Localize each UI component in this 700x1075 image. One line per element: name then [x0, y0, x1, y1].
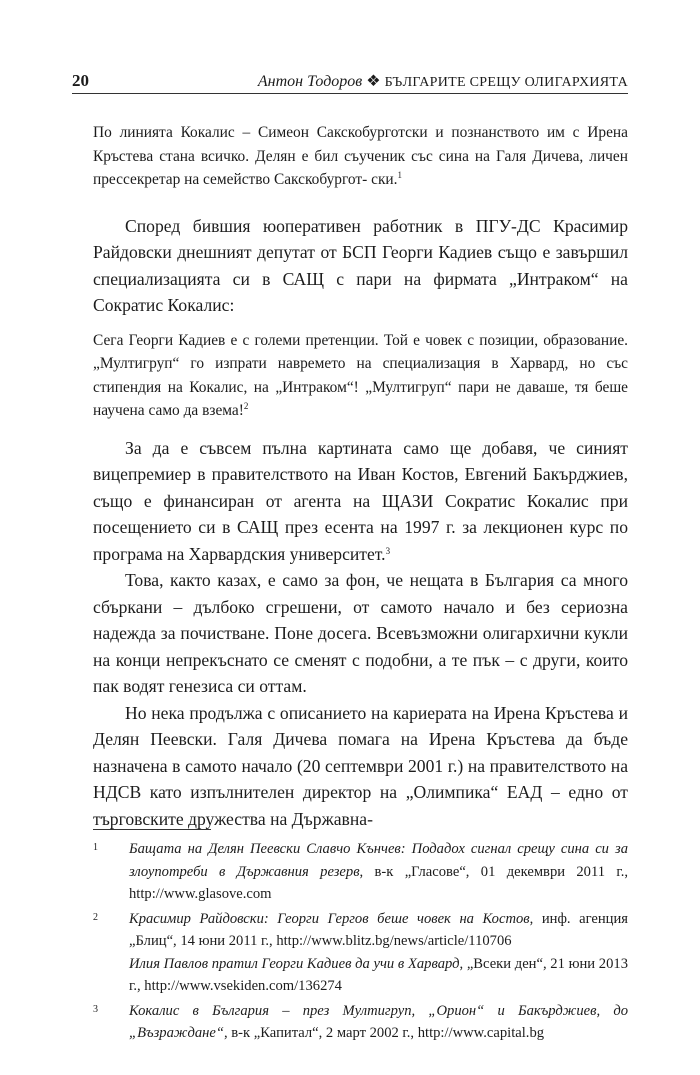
- paragraph-2-text: За да е съвсем пълна картината само ще добавя, че синият вицепремиер в правителството на Иван Костов, Евгений Бакърджиев, също е финансиран от агента на ЩАЗИ Сократис Кокалис при посещението си в САЩ през есента на 1997 г. за лекционен курс по програма на Харвардския университет.: [93, 437, 628, 564]
- running-title: [258, 71, 628, 91]
- footnote-ref-3: 3: [385, 545, 391, 556]
- footnote-ref-1: 1: [397, 170, 403, 180]
- footnote-title: Бащата на Делян Пеевски Славчо Кънчев: Подадох сигнал срещу сина си за злоупотреби в Държавния резерв: [129, 841, 628, 880]
- footnote-separator: [93, 829, 211, 830]
- footnotes: [93, 838, 628, 1047]
- footnote-source-2: , „Всеки ден“, 21 юни 2013 г., http://www.vsekiden.com/136274: [129, 955, 628, 994]
- paragraph-1: Според бившия юоперативен работник в ПГУ-ДС Красимир Райдовски днешният депутат от БСП Георги Кадиев също е завършил специализацията си в САЩ с пари на фирмата „Интраком“ на Сократис Кокалис:: [93, 215, 628, 315]
- quote-2-text: Сега Георги Кадиев е с големи претенции. Той е човек с позиции, образование. „Мултигруп“ го изпрати навремето на специализация в Харвард, но със стипендия на Кокалис, на „Интраком“! „Мултигруп“ пари не даваше, тя беше научена само да взема!: [93, 331, 628, 419]
- footnote-number: 2: [93, 911, 98, 923]
- footnote-title: Красимир Райдовски: Георги Гергов беше човек на Костов: [129, 910, 530, 927]
- footnote-3: [93, 1000, 628, 1045]
- paragraph-4: Но нека продължа с описанието на кариерата на Ирена Кръстева и Делян Пеевски. Галя Дичева помага на Ирена Кръстева да бъде назначена в самото начало (20 септември 2001 г.) на правителството на НДСВ като изпълнителен директор на „Олимпика“ ЕАД – едно от търговските дружества на Държавна-: [93, 702, 628, 829]
- footnote-number: 3: [93, 1003, 98, 1015]
- main-text: [93, 121, 628, 832]
- block-quote-2: [93, 329, 628, 423]
- block-quote-1: [93, 121, 628, 192]
- footnote-2: [93, 908, 628, 998]
- header-author: Антон Тодоров: [257, 73, 363, 90]
- footnote-source: , в-к „Капитал“, 2 март 2002 г., http://www.capital.bg: [223, 1025, 545, 1041]
- footnote-number: 1: [93, 842, 98, 853]
- quote-1-text: По линията Кокалис – Симеон Сакскобурготски и познанството им с Ирена Кръстева стана всичко. Делян е бил съученик със сина на Галя Дичева, личен прессекретар на семейство Сакскобургот- ски.: [93, 124, 628, 188]
- paragraph-3: Това, както казах, е само за фон, че нещата в България са много сбъркани – дълбоко сгрешени, от самото начало и без сериозна надежда за почистване. Поне досега. Всевъзможни олигархични кукли на конци непрекъснато се сменят с подобни, а те пък – с други, които пак водят генезиса си оттам.: [93, 570, 628, 696]
- page-number: 20: [72, 71, 89, 90]
- running-header: [72, 69, 628, 94]
- footnote-1: [93, 838, 628, 906]
- footnote-source: , в-к „Гласове“, 01 декември 2011 г., http://www.glasove.com: [129, 863, 628, 902]
- header-separator: ❖: [366, 73, 381, 90]
- footnote-title: Кокалис в България – през Мултигруп, „Орион“ и Бакърджиев, до „Възраждане“: [129, 1002, 628, 1041]
- footnote-source: , инф. агенция „Блиц“, 14 юни 2011 г., http://www.blitz.bg/news/article/110706: [129, 910, 628, 949]
- footnote-ref-2: 2: [243, 401, 249, 411]
- paragraph-2: [93, 435, 628, 568]
- header-book-title: БЪЛГАРИТЕ СРЕЩУ ОЛИГАРХИЯТА: [384, 75, 628, 90]
- footnote-title-2: Илия Павлов пратил Георги Кадиев да учи в Харвард: [129, 955, 460, 972]
